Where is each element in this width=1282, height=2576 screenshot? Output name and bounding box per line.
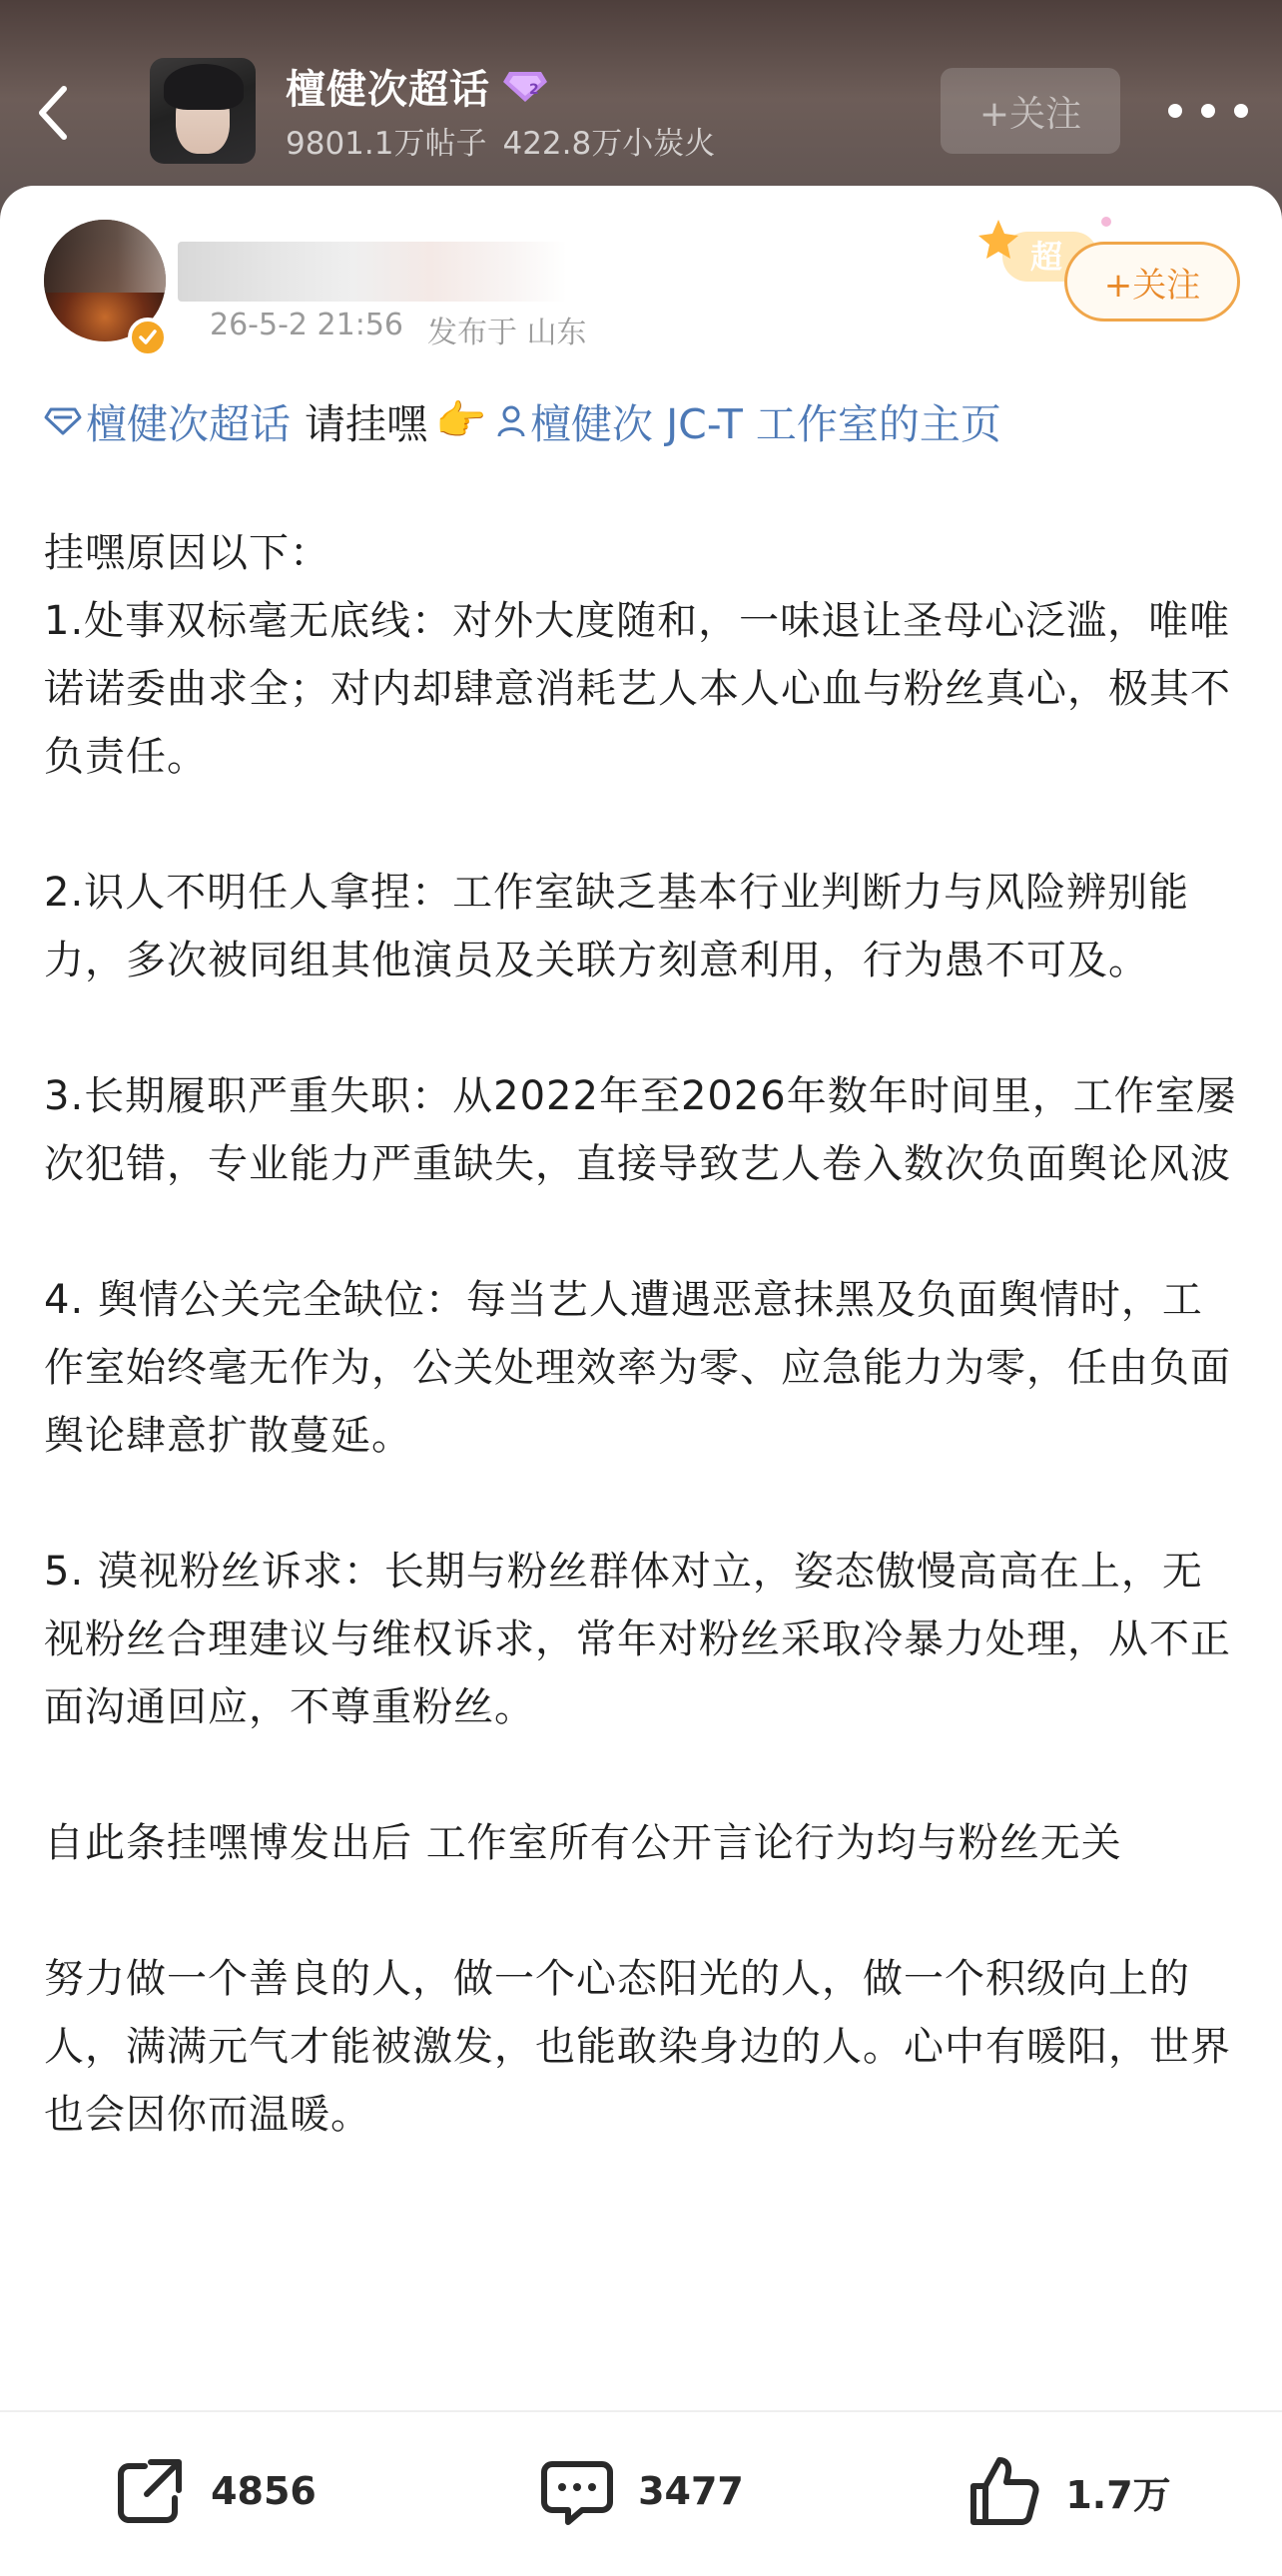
- posts-count: 9801.1万帖子: [286, 126, 487, 162]
- paragraph: 5. 漠视粉丝诉求：长期与粉丝群体对立，姿态傲慢高高在上，无视粉丝合理建议与维权诉求，常年对粉丝采取冷暴力处理，从不正面沟通回应，不尊重粉丝。: [44, 1549, 1231, 1730]
- paragraph: 挂嘿原因以下：: [44, 530, 330, 576]
- repost-button[interactable]: [0, 2436, 427, 2546]
- paragraph: 3.长期履职严重失职：从2022年至2026年数年时间里，工作室屡次犯错，专业能力严重缺失，直接导致艺人卷入数次负面舆论风波: [44, 1073, 1237, 1187]
- post-content: [44, 519, 1242, 2149]
- paragraph: 自此条挂嘿博发出后 工作室所有公开言论行为均与粉丝无关: [44, 1820, 1122, 1866]
- post-card: [0, 186, 1282, 2576]
- topic-tag-label: 檀健次超话: [86, 400, 291, 448]
- post-timestamp: 26-5-2 21:56: [210, 308, 403, 342]
- topic-follow-button[interactable]: +关注: [941, 68, 1120, 154]
- back-button[interactable]: [28, 78, 78, 148]
- chevron-left-icon: [36, 83, 70, 143]
- comment-button[interactable]: [427, 2436, 855, 2546]
- user-tag-link[interactable]: [496, 391, 1001, 450]
- comment-icon: [538, 2452, 616, 2530]
- topic-tag-link[interactable]: [44, 391, 291, 450]
- topic-title[interactable]: [286, 58, 548, 114]
- author-follow-button[interactable]: +关注: [1064, 242, 1240, 322]
- tag-text: 请挂嘿: [305, 400, 427, 448]
- verified-badge-icon: [128, 318, 168, 357]
- pointing-hand-icon: 👉: [435, 396, 487, 444]
- fire-count: 422.8万小炭火: [502, 126, 716, 162]
- topic-avatar[interactable]: [150, 58, 256, 164]
- paragraph: 1.处事双标毫无底线：对外大度随和，一味退让圣母心泛滥，唯唯诺诺委曲求全；对内却肆意消耗艺人本人心血与粉丝真心，极其不负责任。: [44, 598, 1231, 780]
- thumbs-up-icon: [965, 2452, 1043, 2530]
- post-meta: [210, 308, 587, 351]
- topic-stats: [286, 118, 715, 163]
- divider: [0, 2410, 1282, 2412]
- post-tags: [44, 391, 1001, 450]
- level-badge-icon: [502, 67, 548, 105]
- comment-count: 3477: [638, 2469, 744, 2513]
- action-bar: [0, 2436, 1282, 2546]
- like-count: 1.7万: [1065, 2472, 1171, 2517]
- svg-text:超: 超: [1030, 238, 1063, 276]
- svg-text:2: 2: [529, 82, 539, 98]
- user-icon: [496, 404, 526, 438]
- share-icon: [111, 2452, 189, 2530]
- diamond-icon: [44, 406, 82, 436]
- paragraph: 努力做一个善良的人，做一个心态阳光的人，做一个积级向上的人，满满元气才能被激发，也能敢染身边的人。心中有暖阳，世界也会因你而温暖。: [44, 1956, 1231, 2138]
- repost-count: 4856: [211, 2469, 317, 2513]
- like-button[interactable]: [855, 2436, 1282, 2546]
- paragraph: 2.识人不明任人拿捏：工作室缺乏基本行业判断力与风险辨别能力，多次被同组其他演员及关联方刻意利用，行为愚不可及。: [44, 870, 1190, 983]
- more-icon[interactable]: [1168, 86, 1248, 136]
- author-name-redacted[interactable]: [178, 242, 567, 302]
- paragraph: 4. 舆情公关完全缺位：每当艺人遭遇恶意抹黑及负面舆情时，工作室始终毫无作为，公关处理效率为零、应急能力为零，任由负面舆论肆意扩散蔓延。: [44, 1277, 1231, 1459]
- user-tag-label: 檀健次 JC-T 工作室的主页: [530, 400, 1001, 448]
- topic-name: 檀健次超话: [286, 66, 490, 113]
- post-location: 发布于 山东: [427, 316, 587, 350]
